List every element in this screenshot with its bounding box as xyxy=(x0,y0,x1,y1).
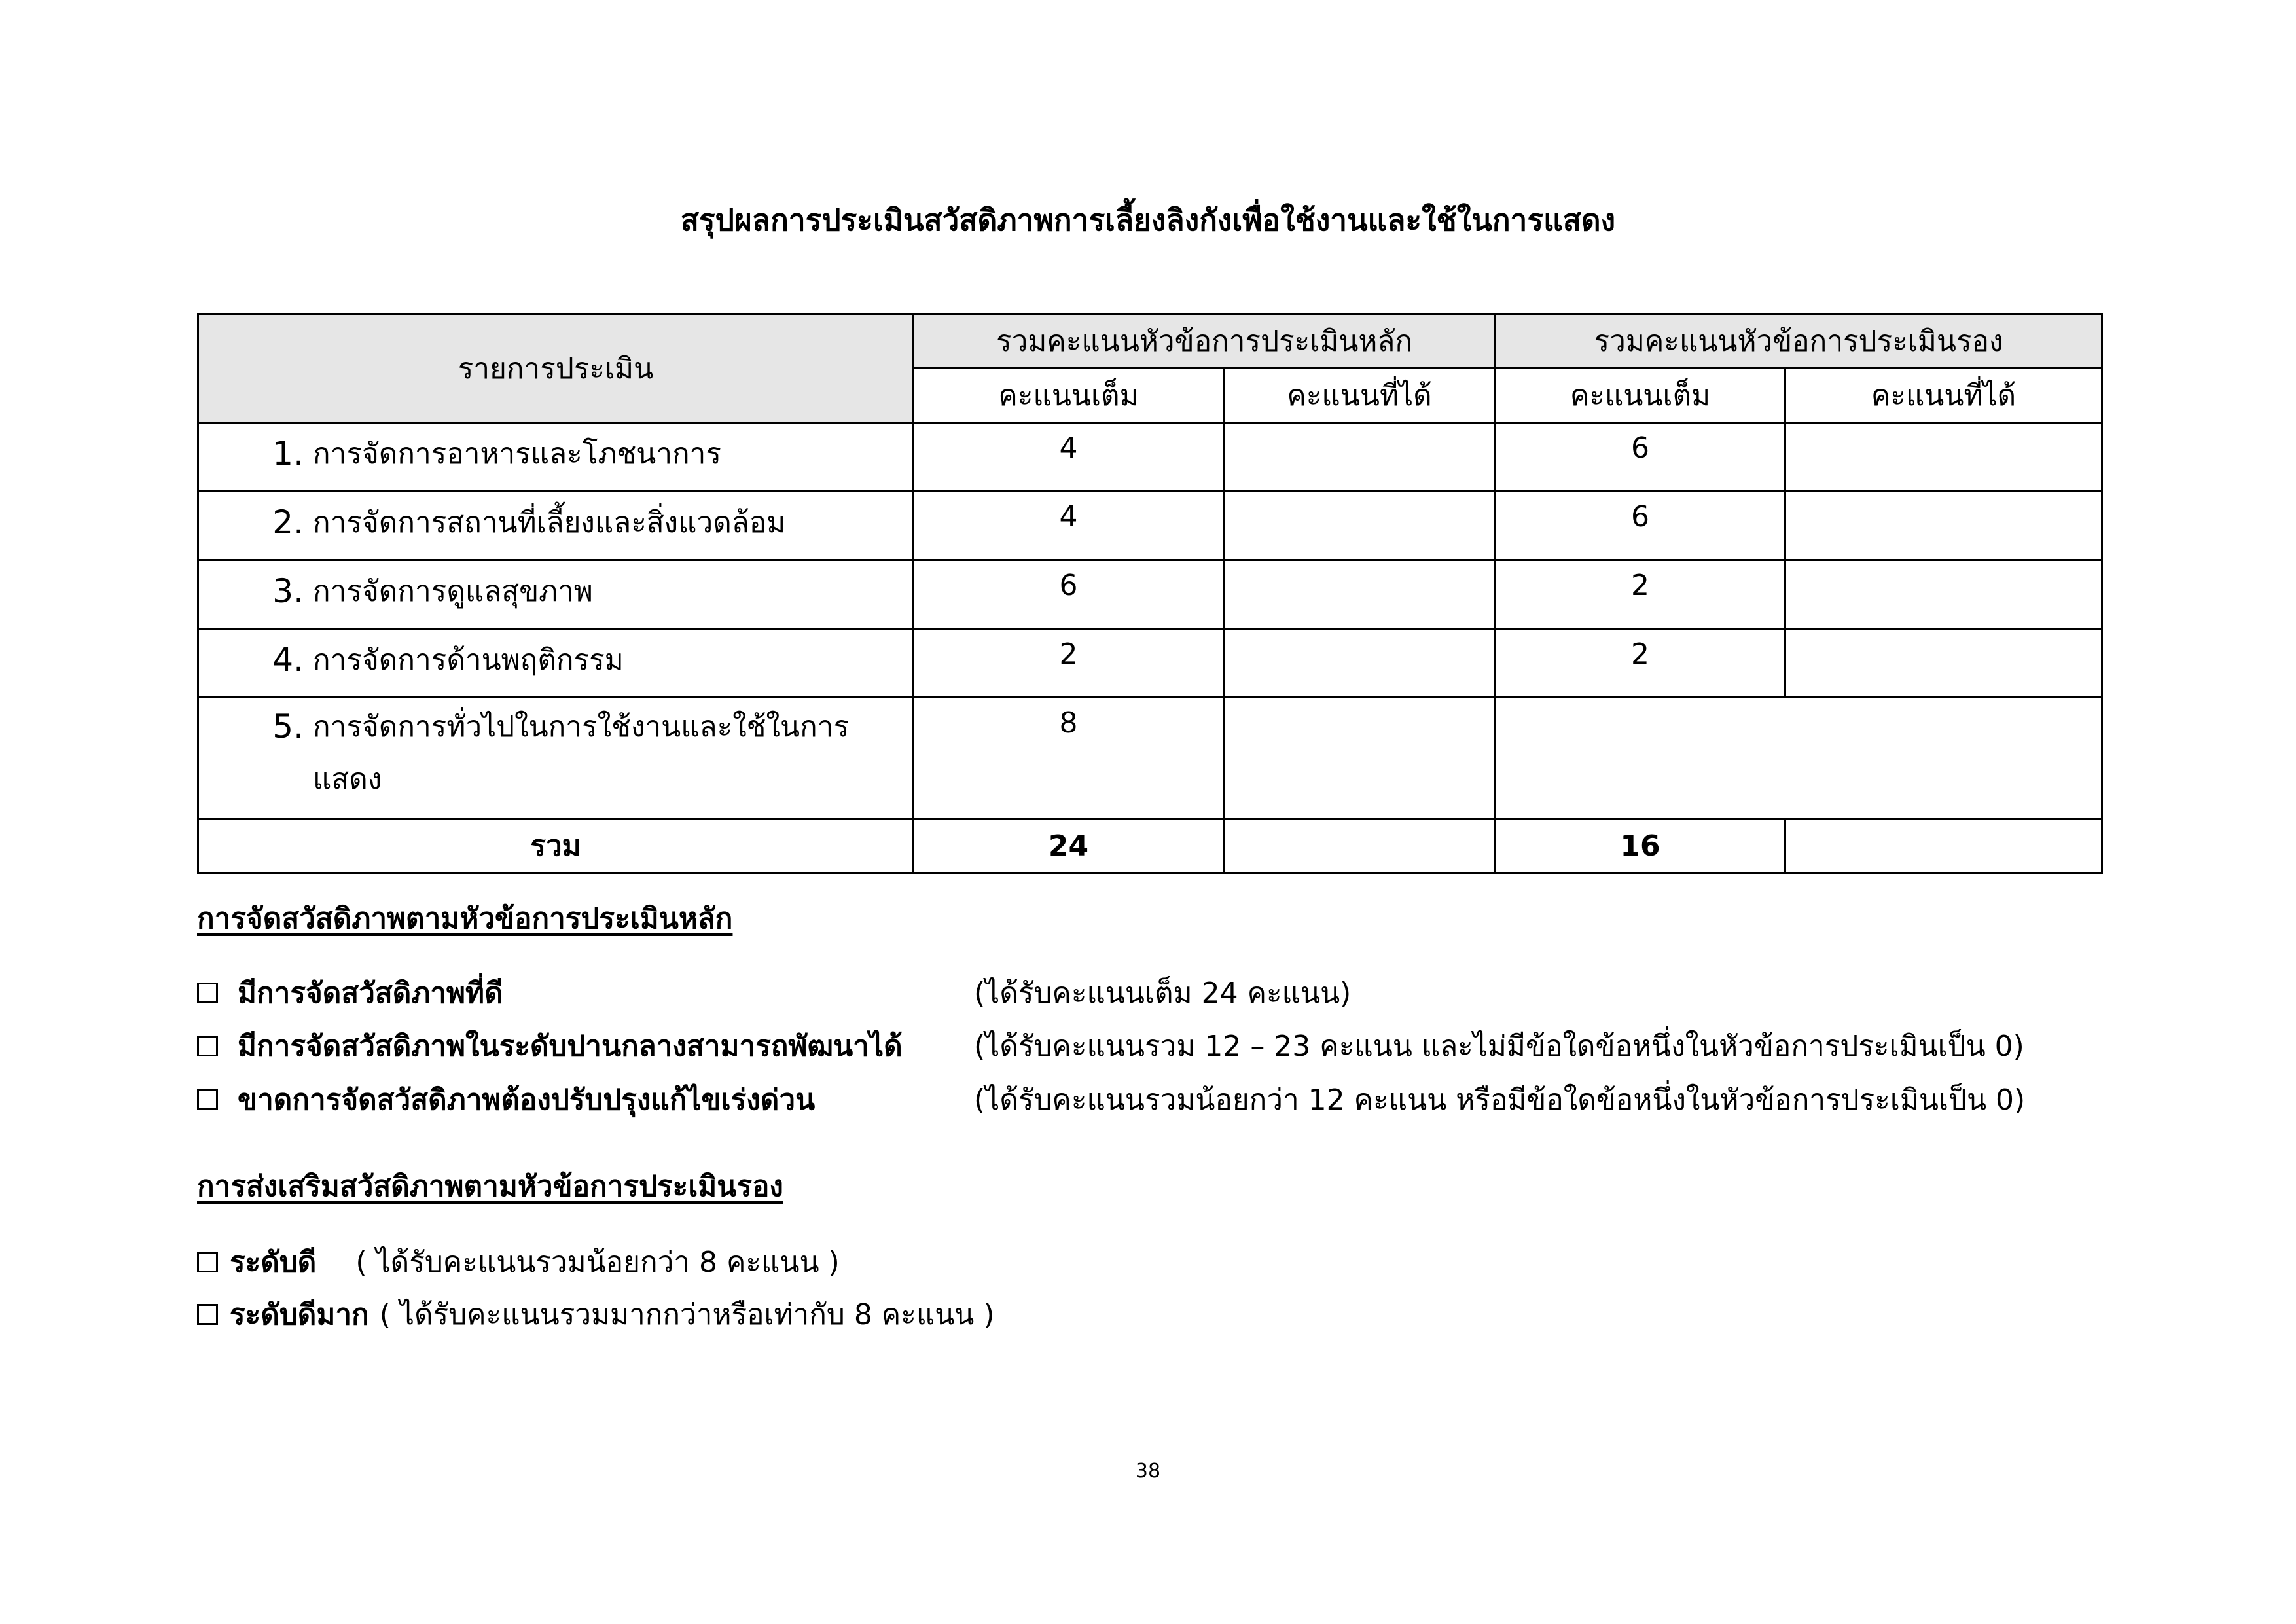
main-full-score-cell: 8 xyxy=(914,698,1224,819)
row-label: การจัดการสถานที่เลี้ยงและสิ่งแวดล้อม xyxy=(313,506,786,539)
total-main-obtained-score[interactable] xyxy=(1224,819,1496,873)
row-number: 4. xyxy=(272,641,304,679)
table-row xyxy=(198,423,2102,492)
page-number: 38 xyxy=(1135,1460,1161,1483)
main-obtained-score-cell[interactable] xyxy=(1224,698,1496,819)
table-row xyxy=(198,629,2102,698)
sub-option-very-good[interactable] xyxy=(197,1291,995,1337)
option-label: ระดับดี xyxy=(230,1246,317,1279)
sub-full-score-cell: 6 xyxy=(1496,492,1785,560)
header-main-score-group: รวมคะแนนหัวข้อการประเมินหลัก xyxy=(914,314,1496,369)
option-description: (ได้รับคะแนนรวม 12 – 23 คะแนน และไม่มีข้อใดข้อหนึ่งในหัวข้อการประเมินเป็น 0) xyxy=(974,1030,2024,1063)
row-label: การจัดการดูแลสุขภาพ xyxy=(313,575,593,608)
header-sub-score-group: รวมคะแนนหัวข้อการประเมินรอง xyxy=(1496,314,2102,369)
main-full-score-cell: 6 xyxy=(914,560,1224,629)
main-obtained-score-cell[interactable] xyxy=(1224,560,1496,629)
header-main-obtained-score: คะแนนที่ได้ xyxy=(1224,369,1496,423)
row-number: 5. xyxy=(272,708,304,746)
row-item xyxy=(198,629,914,698)
row-label-line1: การจัดการทั่วไปในการใช้งานและใช้ในการ xyxy=(313,710,850,744)
header-main-full-score: คะแนนเต็ม xyxy=(914,369,1224,423)
sub-section-heading: การส่งเสริมสวัสดิภาพตามหัวข้อการประเมินรอง xyxy=(197,1170,783,1203)
sub-obtained-score-cell[interactable] xyxy=(1785,492,2102,560)
checkbox-icon[interactable] xyxy=(197,1304,218,1325)
sub-option-good[interactable] xyxy=(197,1239,840,1285)
option-description: ( ได้รับคะแนนรวมมากกว่าหรือเท่ากับ 8 คะแนน ) xyxy=(379,1298,995,1331)
option-label: มีการจัดสวัสดิภาพในระดับปานกลางสามารถพัฒนาได้ xyxy=(238,1030,903,1063)
row-label-line2: แสดง xyxy=(313,763,382,796)
main-option-moderate[interactable] xyxy=(197,1023,903,1069)
sub-obtained-score-cell[interactable] xyxy=(1785,629,2102,698)
option-description: (ได้รับคะแนนเต็ม 24 คะแนน) xyxy=(974,977,1352,1010)
option-label: ระดับดีมาก xyxy=(230,1298,369,1331)
sub-full-score-cell: 2 xyxy=(1496,560,1785,629)
main-full-score-cell: 2 xyxy=(914,629,1224,698)
sub-obtained-score-cell[interactable] xyxy=(1785,560,2102,629)
option-description: ( ได้รับคะแนนรวมน้อยกว่า 8 คะแนน ) xyxy=(355,1246,840,1279)
option-label: มีการจัดสวัสดิภาพที่ดี xyxy=(238,977,503,1010)
sub-obtained-score-cell[interactable] xyxy=(1785,423,2102,492)
header-sub-full-score: คะแนนเต็ม xyxy=(1496,369,1785,423)
header-sub-obtained-score: คะแนนที่ได้ xyxy=(1785,369,2102,423)
main-option-good[interactable] xyxy=(197,970,503,1016)
table-row xyxy=(198,492,2102,560)
row-number: 2. xyxy=(272,503,304,541)
row-number: 3. xyxy=(272,572,304,610)
row-item xyxy=(198,560,914,629)
total-sub-full-score: 16 xyxy=(1496,819,1785,873)
main-option-lacking[interactable] xyxy=(197,1077,815,1123)
main-section-heading: การจัดสวัสดิภาพตามหัวข้อการประเมินหลัก xyxy=(197,902,733,935)
table-row xyxy=(198,560,2102,629)
total-sub-obtained-score[interactable] xyxy=(1785,819,2102,873)
row-label: การจัดการด้านพฤติกรรม xyxy=(313,643,624,677)
row-number: 1. xyxy=(272,435,304,473)
total-label: รวม xyxy=(198,819,914,873)
main-obtained-score-cell[interactable] xyxy=(1224,423,1496,492)
main-full-score-cell: 4 xyxy=(914,492,1224,560)
checkbox-icon[interactable] xyxy=(197,1036,218,1056)
checkbox-icon[interactable] xyxy=(197,1089,218,1110)
main-obtained-score-cell[interactable] xyxy=(1224,629,1496,698)
row-item xyxy=(198,423,914,492)
row-item xyxy=(198,698,914,819)
page-title: สรุปผลการประเมินสวัสดิภาพการเลี้ยงลิงกังเพื่อใช้งานและใช้ในการแสดง xyxy=(680,202,1616,238)
total-row xyxy=(198,819,2102,873)
option-label: ขาดการจัดสวัสดิภาพต้องปรับปรุงแก้ไขเร่งด่วน xyxy=(238,1083,816,1117)
row-item xyxy=(198,492,914,560)
main-obtained-score-cell[interactable] xyxy=(1224,492,1496,560)
header-assessment-item: รายการประเมิน xyxy=(198,314,914,423)
checkbox-icon[interactable] xyxy=(197,1252,218,1272)
option-description: (ได้รับคะแนนรวมน้อยกว่า 12 คะแนน หรือมีข้อใดข้อหนึ่งในหัวข้อการประเมินเป็น 0) xyxy=(974,1083,2026,1117)
sub-full-score-cell: 6 xyxy=(1496,423,1785,492)
total-main-full-score: 24 xyxy=(914,819,1224,873)
sub-score-merged-cell xyxy=(1496,698,2102,819)
row-label: การจัดการอาหารและโภชนาการ xyxy=(313,437,722,471)
main-full-score-cell: 4 xyxy=(914,423,1224,492)
checkbox-icon[interactable] xyxy=(197,983,218,1003)
sub-full-score-cell: 2 xyxy=(1496,629,1785,698)
table-row xyxy=(198,698,2102,819)
assessment-summary-table xyxy=(197,313,2103,874)
